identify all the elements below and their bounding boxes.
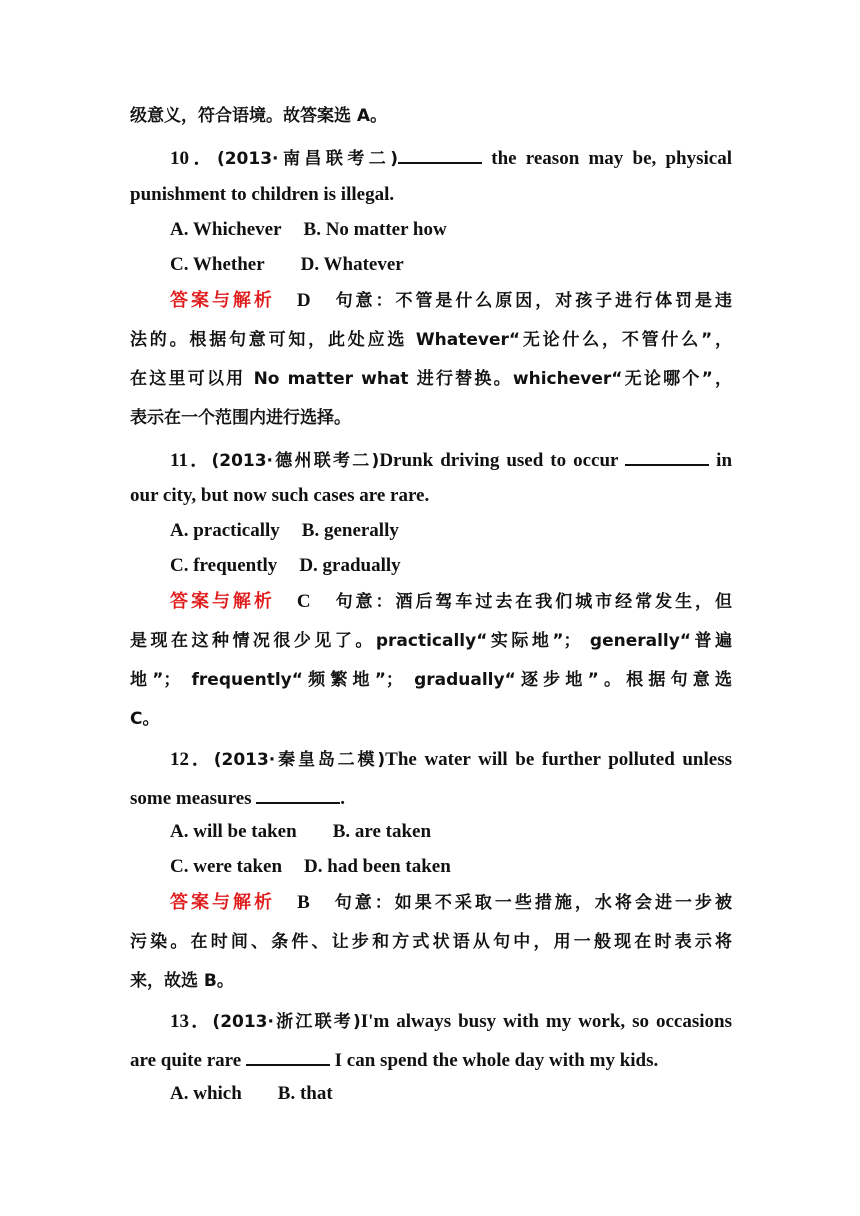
explanation-text: 句意：如果不采取一些措施，水将会进一步被 (331, 893, 732, 913)
option-b: B. generally (301, 520, 399, 541)
option-d: D. gradually (299, 555, 401, 576)
option-a: A. practically (170, 520, 280, 541)
option-d: D. had been taken (304, 856, 451, 877)
question-11-answer (170, 590, 732, 614)
answer-label: 答案与解析 (170, 290, 275, 311)
explanation-line: 法的。根据句意可知，此处应选 Whatever“无论什么，不管什么”， (130, 330, 732, 350)
explanation-line: 污染。在时间、条件、让步和方式状语从句中，用一般现在时表示将 (130, 932, 732, 952)
explanation-text: 句意：酒后驾车过去在我们城市经常发生，但 (332, 592, 733, 612)
option-c: C. Whether (170, 254, 265, 275)
question-12-options-row2 (170, 855, 451, 879)
question-13-options-row1 (170, 1082, 333, 1106)
answer-blank (246, 1047, 330, 1066)
stem-text: I can spend the whole day with my kids. (329, 1050, 659, 1071)
option-c: C. were taken (170, 856, 283, 877)
question-source: (2013·德州联考二) (211, 451, 380, 471)
question-number: 13． (170, 1011, 213, 1032)
answer-letter: D (296, 290, 311, 311)
stem-text: the reason may be, physical (482, 148, 732, 169)
option-a: A. will be taken (170, 821, 297, 842)
stem-text: . (340, 788, 346, 809)
question-12-stem (170, 748, 732, 772)
stem-text: The water will be further polluted unless (385, 749, 732, 770)
answer-label: 答案与解析 (170, 892, 276, 913)
stem-text: Drunk driving used to occur (379, 450, 626, 471)
question-10-options-row2 (170, 253, 404, 277)
option-d: D. Whatever (300, 254, 404, 275)
explanation-line: C。 (130, 709, 160, 729)
question-number: 10． (170, 148, 217, 169)
option-a: A. which (170, 1083, 242, 1104)
answer-label: 答案与解析 (170, 591, 275, 612)
option-c: C. frequently (170, 555, 278, 576)
question-10-stem-cont: punishment to children is illegal. (130, 184, 395, 205)
question-12-answer (170, 891, 732, 915)
question-source: (2013·南昌联考二) (216, 149, 399, 169)
question-11-stem (170, 447, 732, 473)
explanation-line: 地”； frequently“频繁地”； gradually“逐步地”。根据句意选 (130, 670, 732, 690)
answer-blank (625, 447, 709, 466)
option-b: B. No matter how (303, 219, 447, 240)
explanation-line: 在这里可以用 No matter what 进行替换。whichever“无论哪个”， (130, 369, 732, 389)
question-10-options-row1 (170, 218, 447, 242)
answer-blank (256, 785, 340, 804)
stem-text: are quite rare (130, 1050, 246, 1071)
question-12-options-row1 (170, 820, 431, 844)
stem-text: some measures (130, 788, 257, 809)
question-10-stem (170, 145, 732, 171)
answer-letter: C (296, 591, 311, 612)
question-11-stem-cont: our city, but now such cases are rare. (130, 485, 430, 506)
question-11-options-row2 (170, 554, 401, 578)
answer-blank (398, 145, 482, 164)
answer-letter: B (297, 892, 310, 913)
explanation-text: 句意：不管是什么原因，对孩子进行体罚是违 (332, 291, 733, 311)
question-number: 12． (170, 749, 214, 770)
explanation-line: 表示在一个范围内进行选择。 (130, 408, 351, 428)
question-11-options-row1 (170, 519, 399, 543)
question-source: (2013·秦皇岛二模) (213, 750, 386, 770)
stem-text: in (709, 450, 733, 471)
question-source: (2013·浙江联考) (212, 1012, 361, 1032)
option-a: A. Whichever (170, 219, 282, 240)
explanation-line: 来，故选 B。 (130, 971, 234, 991)
question-12-stem-cont (130, 785, 345, 811)
question-13-stem-cont (130, 1047, 658, 1073)
continued-explanation: 级意义，符合语境。故答案选 A。 (130, 106, 388, 126)
question-13-stem (170, 1010, 732, 1034)
option-b: B. are taken (332, 821, 432, 842)
question-10-answer (170, 289, 732, 313)
option-b: B. that (277, 1083, 333, 1104)
question-number: 11． (170, 450, 212, 471)
stem-text: I'm always busy with my work, so occasions (360, 1011, 732, 1032)
explanation-line: 是现在这种情况很少见了。practically“实际地”； generally“普遍 (130, 631, 732, 651)
